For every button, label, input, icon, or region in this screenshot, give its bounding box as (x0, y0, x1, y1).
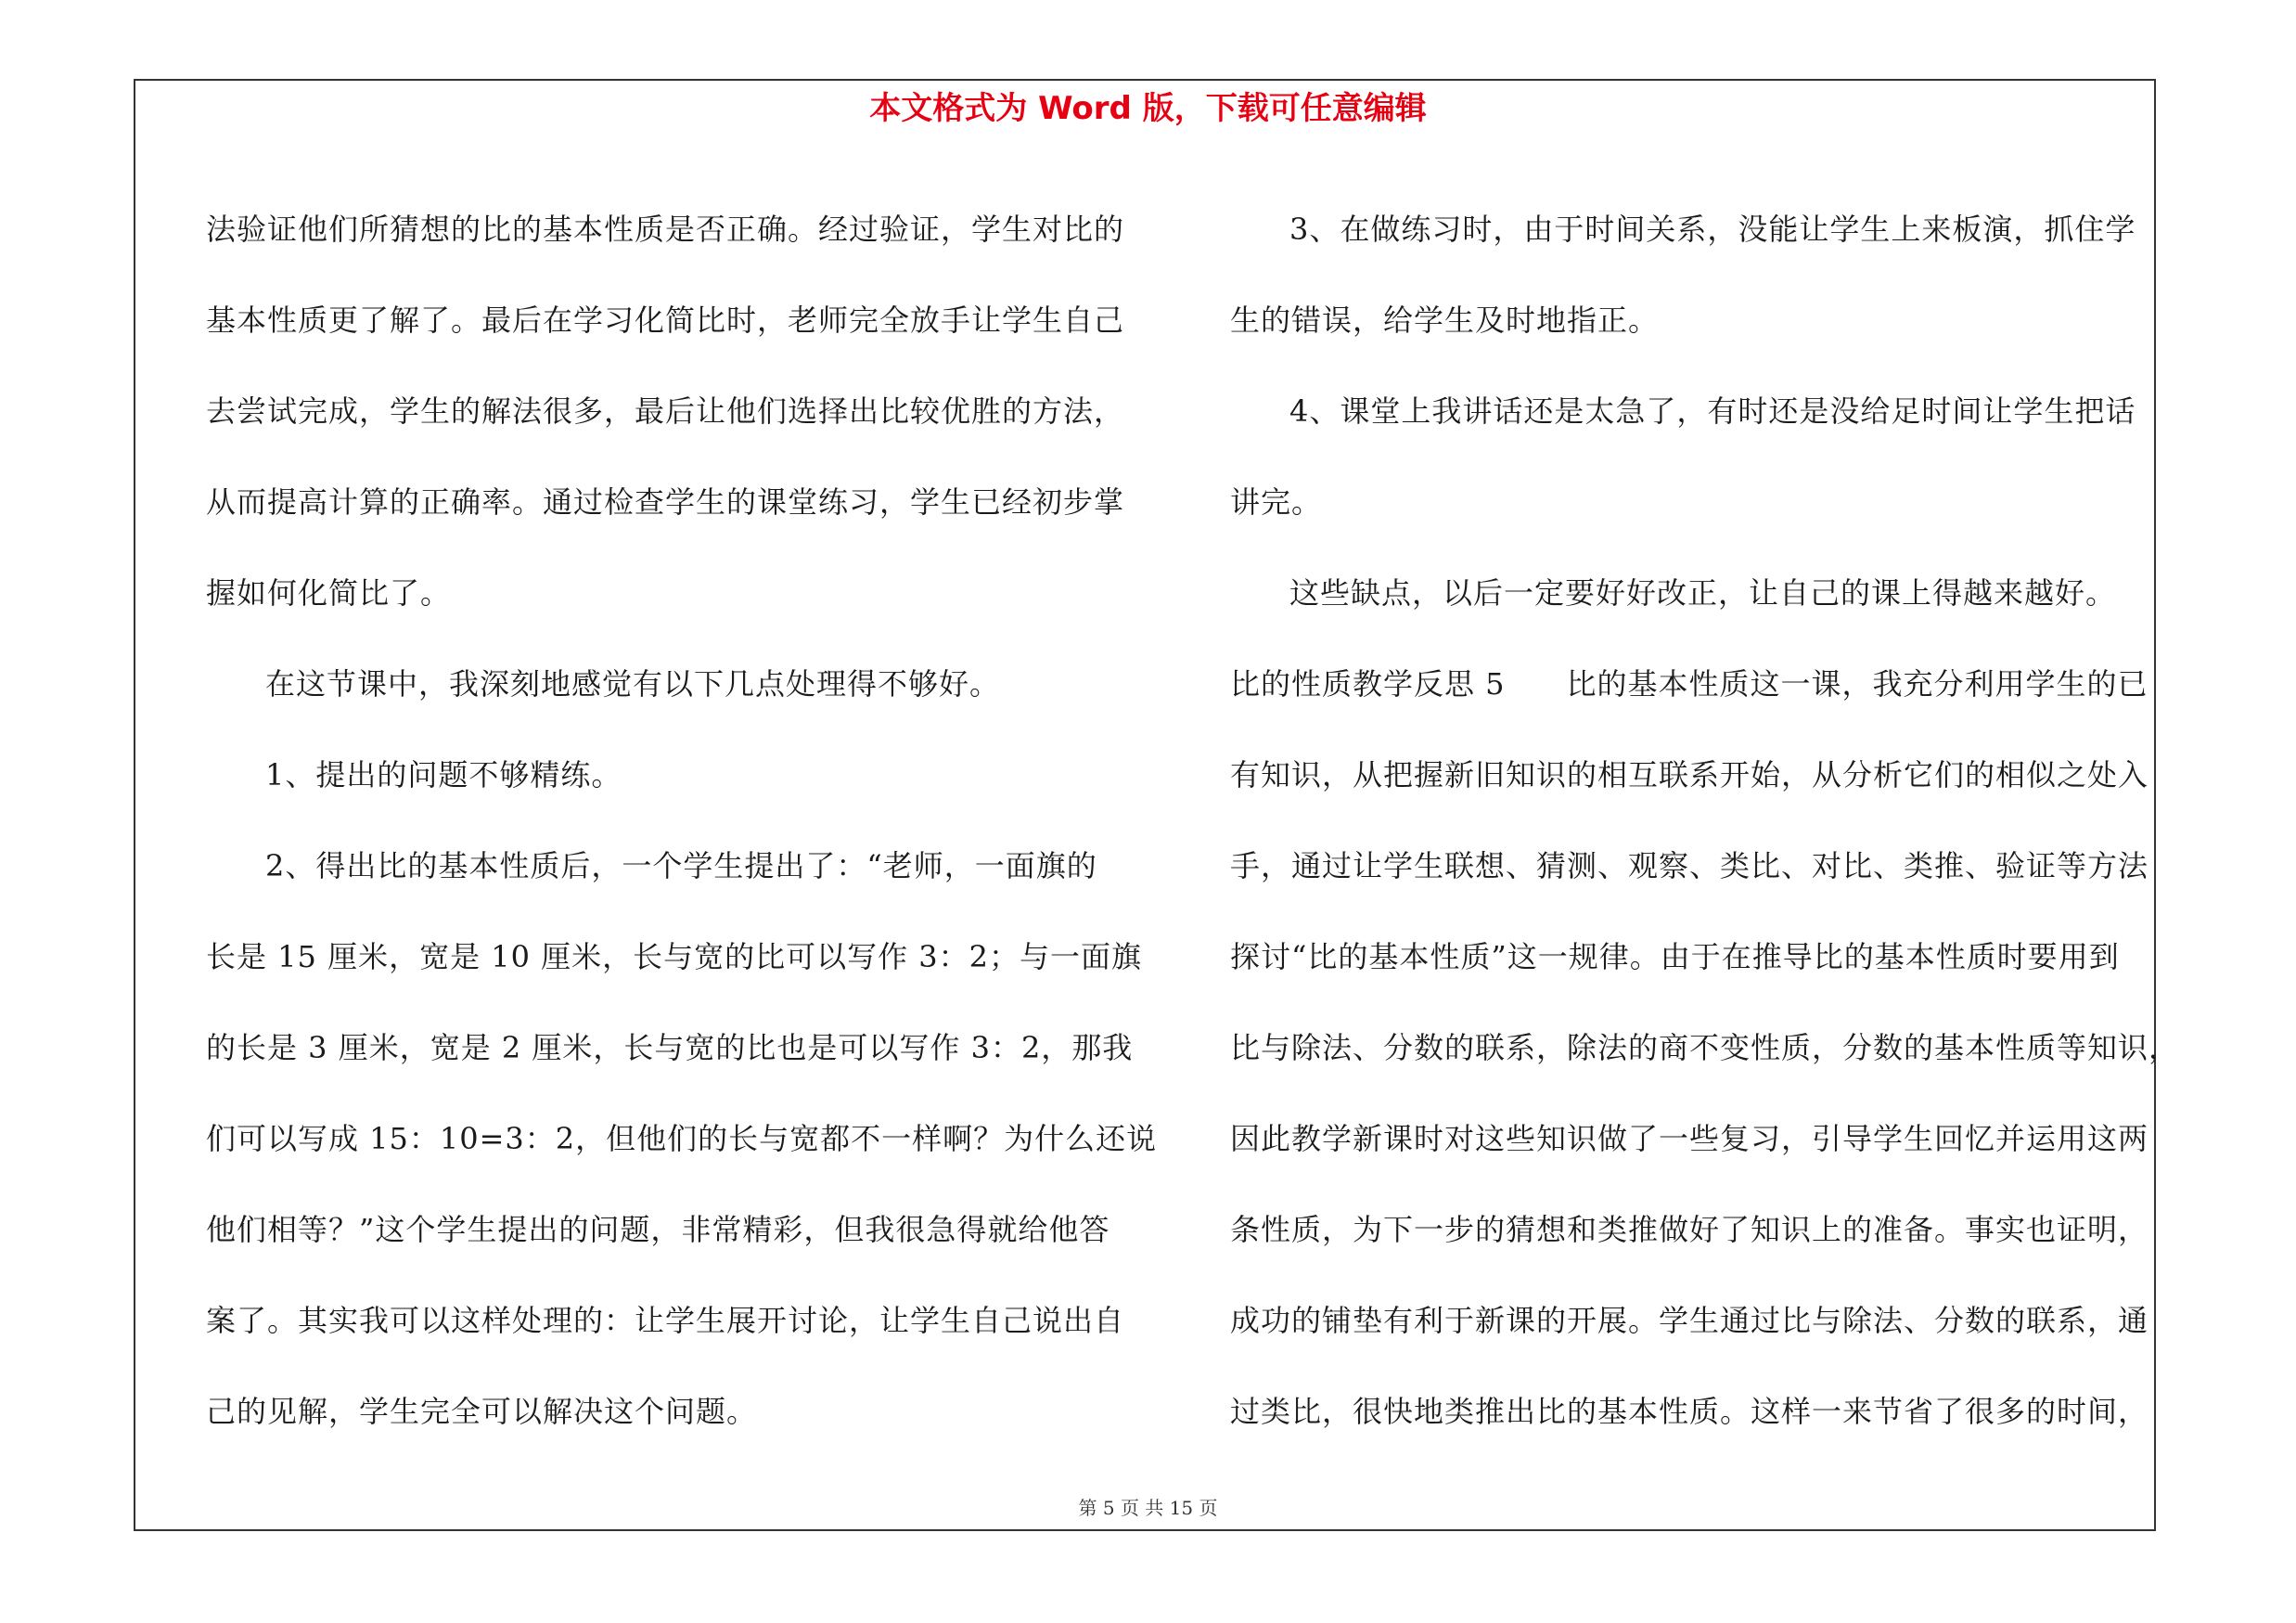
right-column-text-line: 3、在做练习时，由于时间关系，没能让学生上来板演，抓住学 (1289, 212, 2136, 247)
left-column-text-line: 的长是 3 厘米，宽是 2 厘米，长与宽的比也是可以写作 3：2，那我 (206, 1030, 1134, 1065)
right-column-text-line: 4、课堂上我讲话还是太急了，有时还是没给足时间让学生把话 (1289, 393, 2136, 429)
left-column-text-line: 基本性质更了解了。最后在学习化简比时，老师完全放手让学生自己 (206, 303, 1125, 338)
right-column-text-line: 有知识，从把握新旧知识的相互联系开始，从分析它们的相似之处入 (1230, 757, 2149, 792)
right-column-text-line: 比与除法、分数的联系，除法的商不变性质，分数的基本性质等知识， (1230, 1030, 2180, 1065)
right-column-text-line: 条性质，为下一步的猜想和类推做好了知识上的准备。事实也证明， (1230, 1212, 2149, 1247)
left-column-text-line: 己的见解，学生完全可以解决这个问题。 (206, 1394, 758, 1429)
page-number-footer: 第 5 页 共 15 页 (1078, 1497, 1218, 1519)
left-column-text-line: 握如何化简比了。 (206, 575, 452, 611)
right-column-text-line: 这些缺点，以后一定要好好改正，让自己的课上得越来越好。 (1289, 575, 2117, 611)
right-column-text-line: 生的错误，给学生及时地指正。 (1230, 303, 1660, 338)
left-column-text-line: 们可以写成 15：10=3：2，但他们的长与宽都不一样啊？为什么还说 (206, 1121, 1158, 1156)
word-format-banner: 本文格式为 Word 版，下载可任意编辑 (869, 90, 1427, 127)
left-column-text-line: 案了。其实我可以这样处理的：让学生展开讨论，让学生自己说出自 (206, 1303, 1125, 1338)
right-column-text-line: 探讨“比的基本性质”这一规律。由于在推导比的基本性质时要用到 (1230, 939, 2120, 974)
left-text-column (206, 184, 1158, 1457)
left-column-text-line: 长是 15 厘米，宽是 10 厘米，长与宽的比可以写作 3：2；与一面旗 (206, 939, 1143, 974)
right-text-column (1230, 184, 2180, 1457)
right-column-text-line: 讲完。 (1230, 484, 1323, 520)
left-column-text-line: 1、提出的问题不够精练。 (265, 757, 622, 792)
left-column-text-line: 在这节课中，我深刻地感觉有以下几点处理得不够好。 (265, 666, 1001, 702)
left-column-text-line: 去尝试完成，学生的解法很多，最后让他们选择出比较优胜的方法， (206, 393, 1125, 429)
right-column-text-line: 比的性质教学反思 5 比的基本性质这一课，我充分利用学生的已 (1230, 666, 2148, 702)
left-column-text-line: 他们相等？”这个学生提出的问题，非常精彩，但我很急得就给他答 (206, 1212, 1110, 1247)
right-column-text-line: 成功的铺垫有利于新课的开展。学生通过比与除法、分数的联系，通 (1230, 1303, 2149, 1338)
right-column-text-line: 过类比，很快地类推出比的基本性质。这样一来节省了很多的时间， (1230, 1394, 2149, 1429)
left-column-text-line: 2、得出比的基本性质后，一个学生提出了：“老师，一面旗的 (265, 848, 1097, 883)
left-column-text-line: 法验证他们所猜想的比的基本性质是否正确。经过验证，学生对比的 (206, 212, 1125, 247)
left-column-text-line: 从而提高计算的正确率。通过检查学生的课堂练习，学生已经初步掌 (206, 484, 1125, 520)
right-column-text-line: 手，通过让学生联想、猜测、观察、类比、对比、类推、验证等方法 (1230, 848, 2149, 883)
right-column-text-line: 因此教学新课时对这些知识做了一些复习，引导学生回忆并运用这两 (1230, 1121, 2149, 1156)
